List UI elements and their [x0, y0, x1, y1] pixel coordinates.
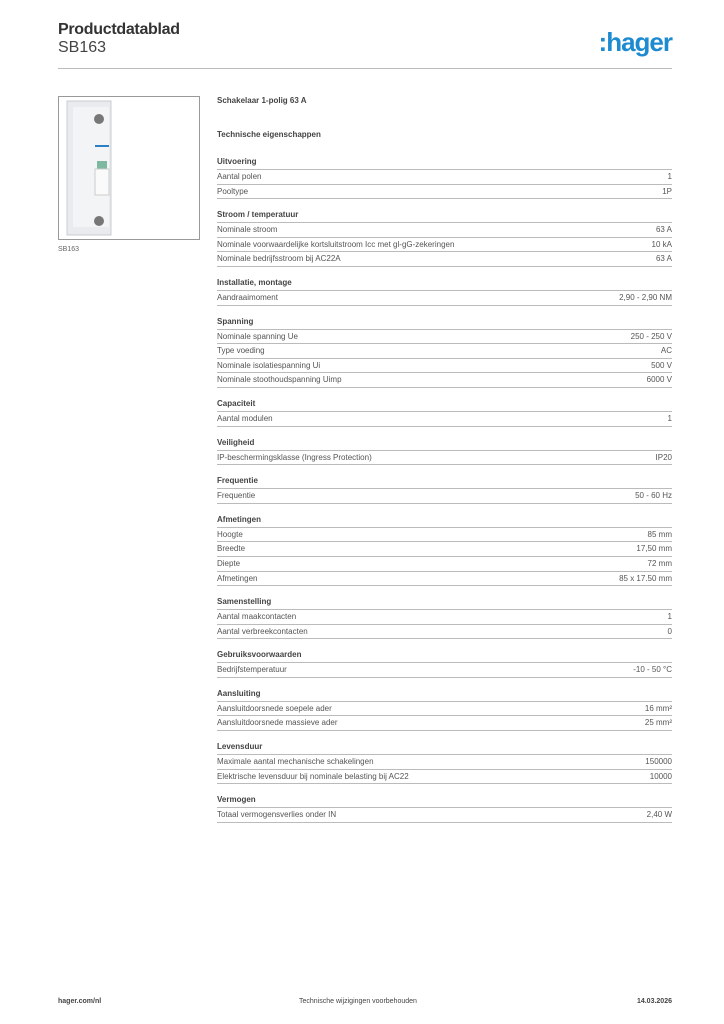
spec-label: Bedrijfstemperatuur — [217, 665, 287, 675]
spec-label: Maximale aantal mechanische schakelingen — [217, 757, 374, 767]
spec-row — [217, 572, 672, 587]
image-caption: SB163 — [58, 246, 80, 253]
spec-row — [217, 528, 672, 543]
spec-row — [217, 252, 672, 267]
spec-label: Frequentie — [217, 491, 256, 501]
spec-section — [217, 687, 672, 731]
spec-row — [217, 359, 672, 374]
section-heading: Veiligheid — [217, 436, 672, 451]
spec-row — [217, 663, 672, 678]
spec-row — [217, 770, 672, 785]
spec-label: Hoogte — [217, 529, 243, 539]
spec-section — [217, 276, 672, 306]
footer-date: 14.03.2026 — [636, 998, 672, 1005]
spec-label: Nominale isolatiespanning Ui — [217, 360, 321, 370]
spec-content — [217, 96, 672, 832]
section-heading: Aansluiting — [217, 687, 672, 702]
spec-value: 1 — [667, 172, 672, 181]
spec-value: 2,90 - 2,90 NM — [619, 292, 672, 302]
header-divider — [58, 68, 672, 69]
spec-row — [217, 702, 672, 717]
spec-value: 63 A — [655, 254, 672, 264]
product-code: SB163 — [58, 39, 107, 56]
spec-label: Nominale stoothoudspanning Uimp — [217, 375, 342, 385]
page-title: Productdatablad — [58, 21, 180, 38]
spec-row — [217, 223, 672, 238]
spec-label: Pooltype — [217, 186, 249, 196]
spec-label: Nominale spanning Ue — [217, 331, 298, 341]
spec-row — [217, 755, 672, 770]
spec-row — [217, 716, 672, 731]
section-heading: Afmetingen — [217, 513, 672, 528]
section-heading: Spanning — [217, 315, 672, 330]
spec-value: 1 — [667, 413, 672, 423]
spec-label: Aantal modulen — [217, 413, 273, 423]
spec-row — [217, 610, 672, 625]
spec-value: AC — [660, 346, 672, 356]
spec-value: 72 mm — [647, 558, 672, 568]
spec-label: Afmetingen — [217, 573, 258, 583]
spec-value: 500 V — [651, 360, 672, 370]
spec-label: Nominale stroom — [217, 225, 278, 235]
spec-label: Breedte — [217, 544, 246, 554]
hager-logo: :hager — [598, 27, 672, 57]
section-heading: Uitvoering — [217, 155, 672, 170]
spec-value: 25 mm² — [644, 718, 672, 728]
spec-value: 2,40 W — [646, 810, 672, 820]
spec-row — [217, 808, 672, 823]
spec-value: 1P — [662, 186, 672, 196]
spec-label: IP-beschermingsklasse (Ingress Protection) — [217, 452, 372, 462]
spec-row — [217, 344, 672, 359]
spec-value: 1 — [667, 612, 672, 622]
section-heading: Vermogen — [217, 793, 672, 808]
spec-section — [217, 740, 672, 784]
section-heading: Samenstelling — [217, 595, 672, 610]
spec-row — [217, 170, 672, 185]
spec-value: 10 kA — [651, 239, 672, 249]
spec-label: Nominale voorwaardelijke kortsluitstroom Icc met gl-gG-zekeringen — [217, 239, 455, 249]
spec-value: 85 mm — [647, 529, 672, 539]
spec-row — [217, 625, 672, 640]
spec-label: Aandraaimoment — [217, 292, 278, 302]
spec-value: 6000 V — [646, 375, 672, 385]
spec-row — [217, 238, 672, 253]
spec-row — [217, 542, 672, 557]
tech-heading: Technische eigenschappen — [217, 130, 321, 139]
spec-section — [217, 474, 672, 504]
product-image — [58, 96, 200, 240]
spec-section — [217, 436, 672, 466]
spec-row — [217, 373, 672, 388]
spec-value: IP20 — [655, 452, 672, 462]
section-heading: Stroom / temperatuur — [217, 208, 672, 223]
spec-section — [217, 513, 672, 586]
spec-label: Nominale bedrijfsstroom bij AC22A — [217, 254, 341, 264]
spec-section — [217, 648, 672, 678]
spec-row — [217, 557, 672, 572]
product-name: Schakelaar 1-polig 63 A — [217, 96, 307, 105]
spec-section — [217, 397, 672, 427]
footer-disclaimer: Technische wijzigingen voorbehouden — [299, 998, 417, 1005]
spec-row — [217, 412, 672, 427]
spec-label: Aantal maakcontacten — [217, 612, 297, 622]
spec-label: Aansluitdoorsnede massieve ader — [217, 718, 338, 728]
spec-value: 17,50 mm — [636, 544, 672, 554]
spec-value: -10 - 50 °C — [633, 665, 672, 675]
section-heading: Installatie, montage — [217, 276, 672, 291]
spec-row — [217, 291, 672, 306]
footer-website: hager.com/nl — [58, 998, 102, 1005]
spec-sections — [217, 155, 672, 823]
spec-label: Elektrische levensduur bij nominale belasting bij AC22 — [217, 771, 409, 781]
spec-value: 10000 — [649, 771, 672, 781]
spec-value: 250 - 250 V — [630, 331, 672, 341]
spec-value: 50 - 60 Hz — [635, 491, 672, 501]
section-heading: Frequentie — [217, 474, 672, 489]
spec-label: Aantal polen — [217, 172, 262, 181]
section-heading: Levensduur — [217, 740, 672, 755]
spec-row — [217, 330, 672, 345]
spec-section — [217, 315, 672, 388]
spec-value: 63 A — [655, 225, 672, 235]
spec-row — [217, 451, 672, 466]
spec-section — [217, 155, 672, 199]
spec-label: Type voeding — [217, 346, 265, 356]
spec-row — [217, 489, 672, 504]
spec-label: Totaal vermogensverlies onder IN — [217, 810, 337, 820]
spec-section — [217, 595, 672, 639]
spec-label: Diepte — [217, 558, 241, 568]
spec-value: 85 x 17.50 mm — [619, 573, 672, 583]
spec-label: Aantal verbreekcontacten — [217, 626, 308, 636]
spec-value: 16 mm² — [644, 703, 672, 713]
section-heading: Gebruiksvoorwaarden — [217, 648, 672, 663]
section-heading: Capaciteit — [217, 397, 672, 412]
spec-section — [217, 793, 672, 823]
spec-label: Aansluitdoorsnede soepele ader — [217, 703, 332, 713]
spec-value: 0 — [667, 626, 672, 636]
spec-row — [217, 185, 672, 200]
spec-value: 150000 — [645, 757, 672, 767]
spec-section — [217, 208, 672, 267]
